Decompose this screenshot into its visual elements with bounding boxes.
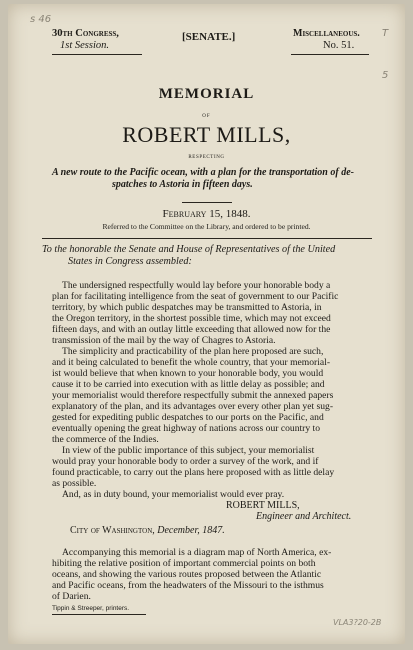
body-line: explanatory of the plan, and its advantages over every other plan yet sug- bbox=[52, 401, 334, 412]
document-page bbox=[8, 4, 405, 644]
header-miscellaneous: Miscellaneous. bbox=[293, 28, 360, 39]
signature-title: Engineer and Architect. bbox=[256, 511, 352, 522]
body-line: The simplicity and practicability of the plan here proposed are such, bbox=[62, 346, 324, 357]
header-session: 1st Session. bbox=[60, 40, 110, 51]
note-line: oceans, and showing the various routes proposed between the Atlantic bbox=[52, 569, 322, 580]
body-line: transmission of the mail by the way of Chagres to Astoria. bbox=[52, 335, 276, 346]
memorial-heading: MEMORIAL bbox=[158, 86, 255, 102]
title-divider bbox=[182, 202, 232, 203]
place-city: City of Washington, bbox=[70, 525, 155, 536]
header-rule-right bbox=[291, 54, 369, 55]
place-date-line bbox=[70, 525, 225, 536]
note-line: and Pacific oceans, from the headwaters of the Missouri to the isthmus bbox=[52, 580, 324, 591]
title-respecting: RESPECTING bbox=[188, 155, 225, 160]
body-line: the Oregon territory, in the shortest possible time, which may not exceed bbox=[52, 313, 331, 324]
body-line: your memorialist would therefore respectfully submit the annexed papers bbox=[52, 390, 334, 401]
note-line: hibiting the relative position of important commercial points on both bbox=[52, 558, 316, 569]
body-line: cause it to be carried into execution with as little delay as possible; and bbox=[52, 379, 325, 390]
body-line: the commerce of the Indies. bbox=[52, 434, 159, 445]
author-name: ROBERT MILLS, bbox=[122, 122, 291, 147]
pencil-mark-top-left: s 46 bbox=[30, 14, 52, 25]
header-congress: 30th Congress, bbox=[52, 28, 119, 39]
body-line: territory, by which public despatches may be transmitted to Astoria, in bbox=[52, 302, 322, 313]
body-line: eventually opening the great highway of nations across our country to bbox=[52, 423, 321, 434]
signature-name: ROBERT MILLS, bbox=[226, 500, 300, 511]
body-line: The undersigned respectfully would lay before your honorable body a bbox=[62, 280, 331, 291]
address-line-1: To the honorable the Senate and House of Representatives of the United bbox=[42, 244, 336, 255]
body-line: In view of the public importance of this subject, your memorialist bbox=[62, 445, 315, 456]
note-line: of Darien. bbox=[52, 591, 91, 602]
address-line-2: States in Congress assembled: bbox=[68, 256, 192, 267]
body-line: would pray your honorable body to order a survey of the work, and if bbox=[52, 456, 319, 467]
subtitle-line-2: spatches to Astoria in fifteen days. bbox=[112, 179, 253, 190]
pencil-mark-right-digit: 5 bbox=[382, 70, 389, 81]
header-number: No. 51. bbox=[323, 40, 355, 51]
printer-rule bbox=[52, 614, 146, 615]
body-line: as possible. bbox=[52, 478, 97, 489]
presented-date: February 15, 1848. bbox=[162, 208, 251, 220]
body-line: ist would believe that when known to your honorable body, you would bbox=[52, 368, 324, 379]
body-line: found practicable, to carry out the plans here proposed with as little delay bbox=[52, 467, 335, 478]
header-rule-left bbox=[52, 54, 142, 55]
body-line: and it being calculated to benefit the whole country, that your memorial- bbox=[52, 357, 331, 368]
note-line: Accompanying this memorial is a diagram map of North America, ex- bbox=[62, 547, 332, 558]
subtitle-line-1: A new route to the Pacific ocean, with a plan for the transportation of de- bbox=[52, 167, 354, 178]
body-line: plan for facilitating intelligence from the seat of government to our Pacific bbox=[52, 291, 339, 302]
body-line: gested for expediting public despatches to our ports on the Pacific, and bbox=[52, 412, 324, 423]
header-senate: [SENATE.] bbox=[182, 31, 236, 43]
title-of: OF bbox=[202, 114, 211, 119]
printer-imprint: Tippin & Streeper, printers. bbox=[52, 605, 130, 612]
pencil-mark-top-right: T bbox=[382, 28, 389, 39]
body-line: fifteen days, and with an outlay little exceeding that allowed now for the bbox=[52, 324, 331, 335]
section-divider bbox=[42, 238, 372, 239]
referral-note: Referred to the Committee on the Library, and ordered to be printed. bbox=[102, 222, 311, 231]
body-line: And, as in duty bound, your memorialist would ever pray. bbox=[62, 489, 285, 500]
pencil-mark-bottom-right: VLA3?20-2B bbox=[333, 618, 382, 627]
place-date: December, 1847. bbox=[157, 525, 225, 536]
